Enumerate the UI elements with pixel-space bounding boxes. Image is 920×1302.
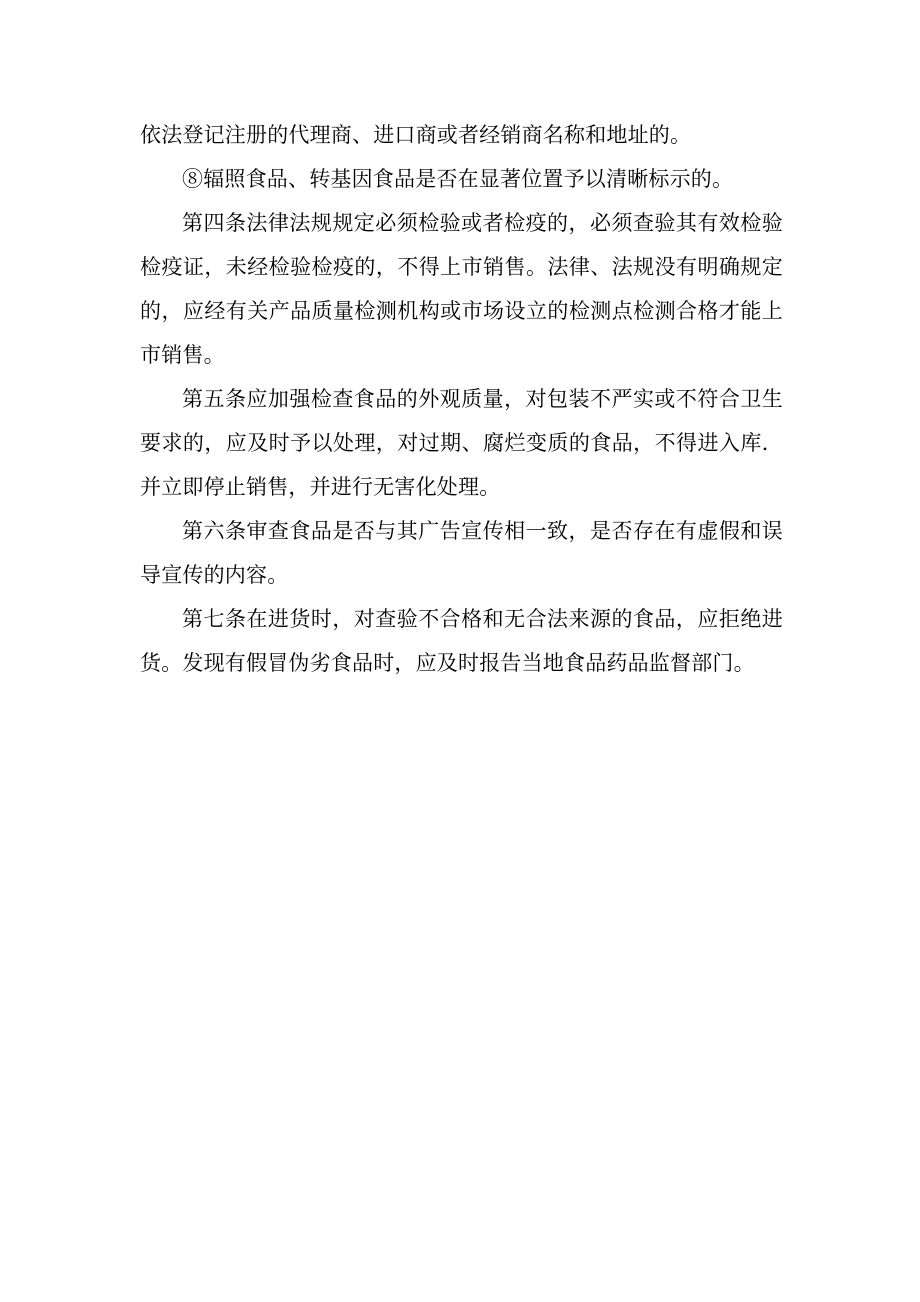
paragraph-article-7: 第七条在进货时，对查验不合格和无合法来源的食品，应拒绝进货。发现有假冒伪劣食品时，应及时报告当地食品药品监督部门。 bbox=[140, 607, 783, 675]
paragraph-item-8: ⑧辐照食品、转基因食品是否在显著位置予以清晰标示的。 bbox=[182, 167, 734, 191]
paragraph-article-4: 第四条法律法规规定必须检验或者检疫的，必须查验其有效检验检疫证，未经检验检疫的，不得上市销售。法律、法规没有明确规定的，应经有关产品质量检测机构或市场设立的检测点检测合格才能上市销售。 bbox=[140, 211, 783, 367]
paragraph-article-5: 第五条应加强检查食品的外观质量，对包装不严实或不符合卫生要求的，应及时予以处理，对过期、腐烂变质的食品，不得进入库．并立即停止销售，并进行无害化处理。 bbox=[140, 387, 783, 499]
document-body bbox=[140, 113, 783, 685]
paragraph-continuation: 依法登记注册的代理商、进口商或者经销商名称和地址的。 bbox=[140, 123, 692, 147]
paragraph-article-6: 第六条审查食品是否与其广告宣传相一致，是否存在有虚假和误导宣传的内容。 bbox=[140, 519, 783, 587]
